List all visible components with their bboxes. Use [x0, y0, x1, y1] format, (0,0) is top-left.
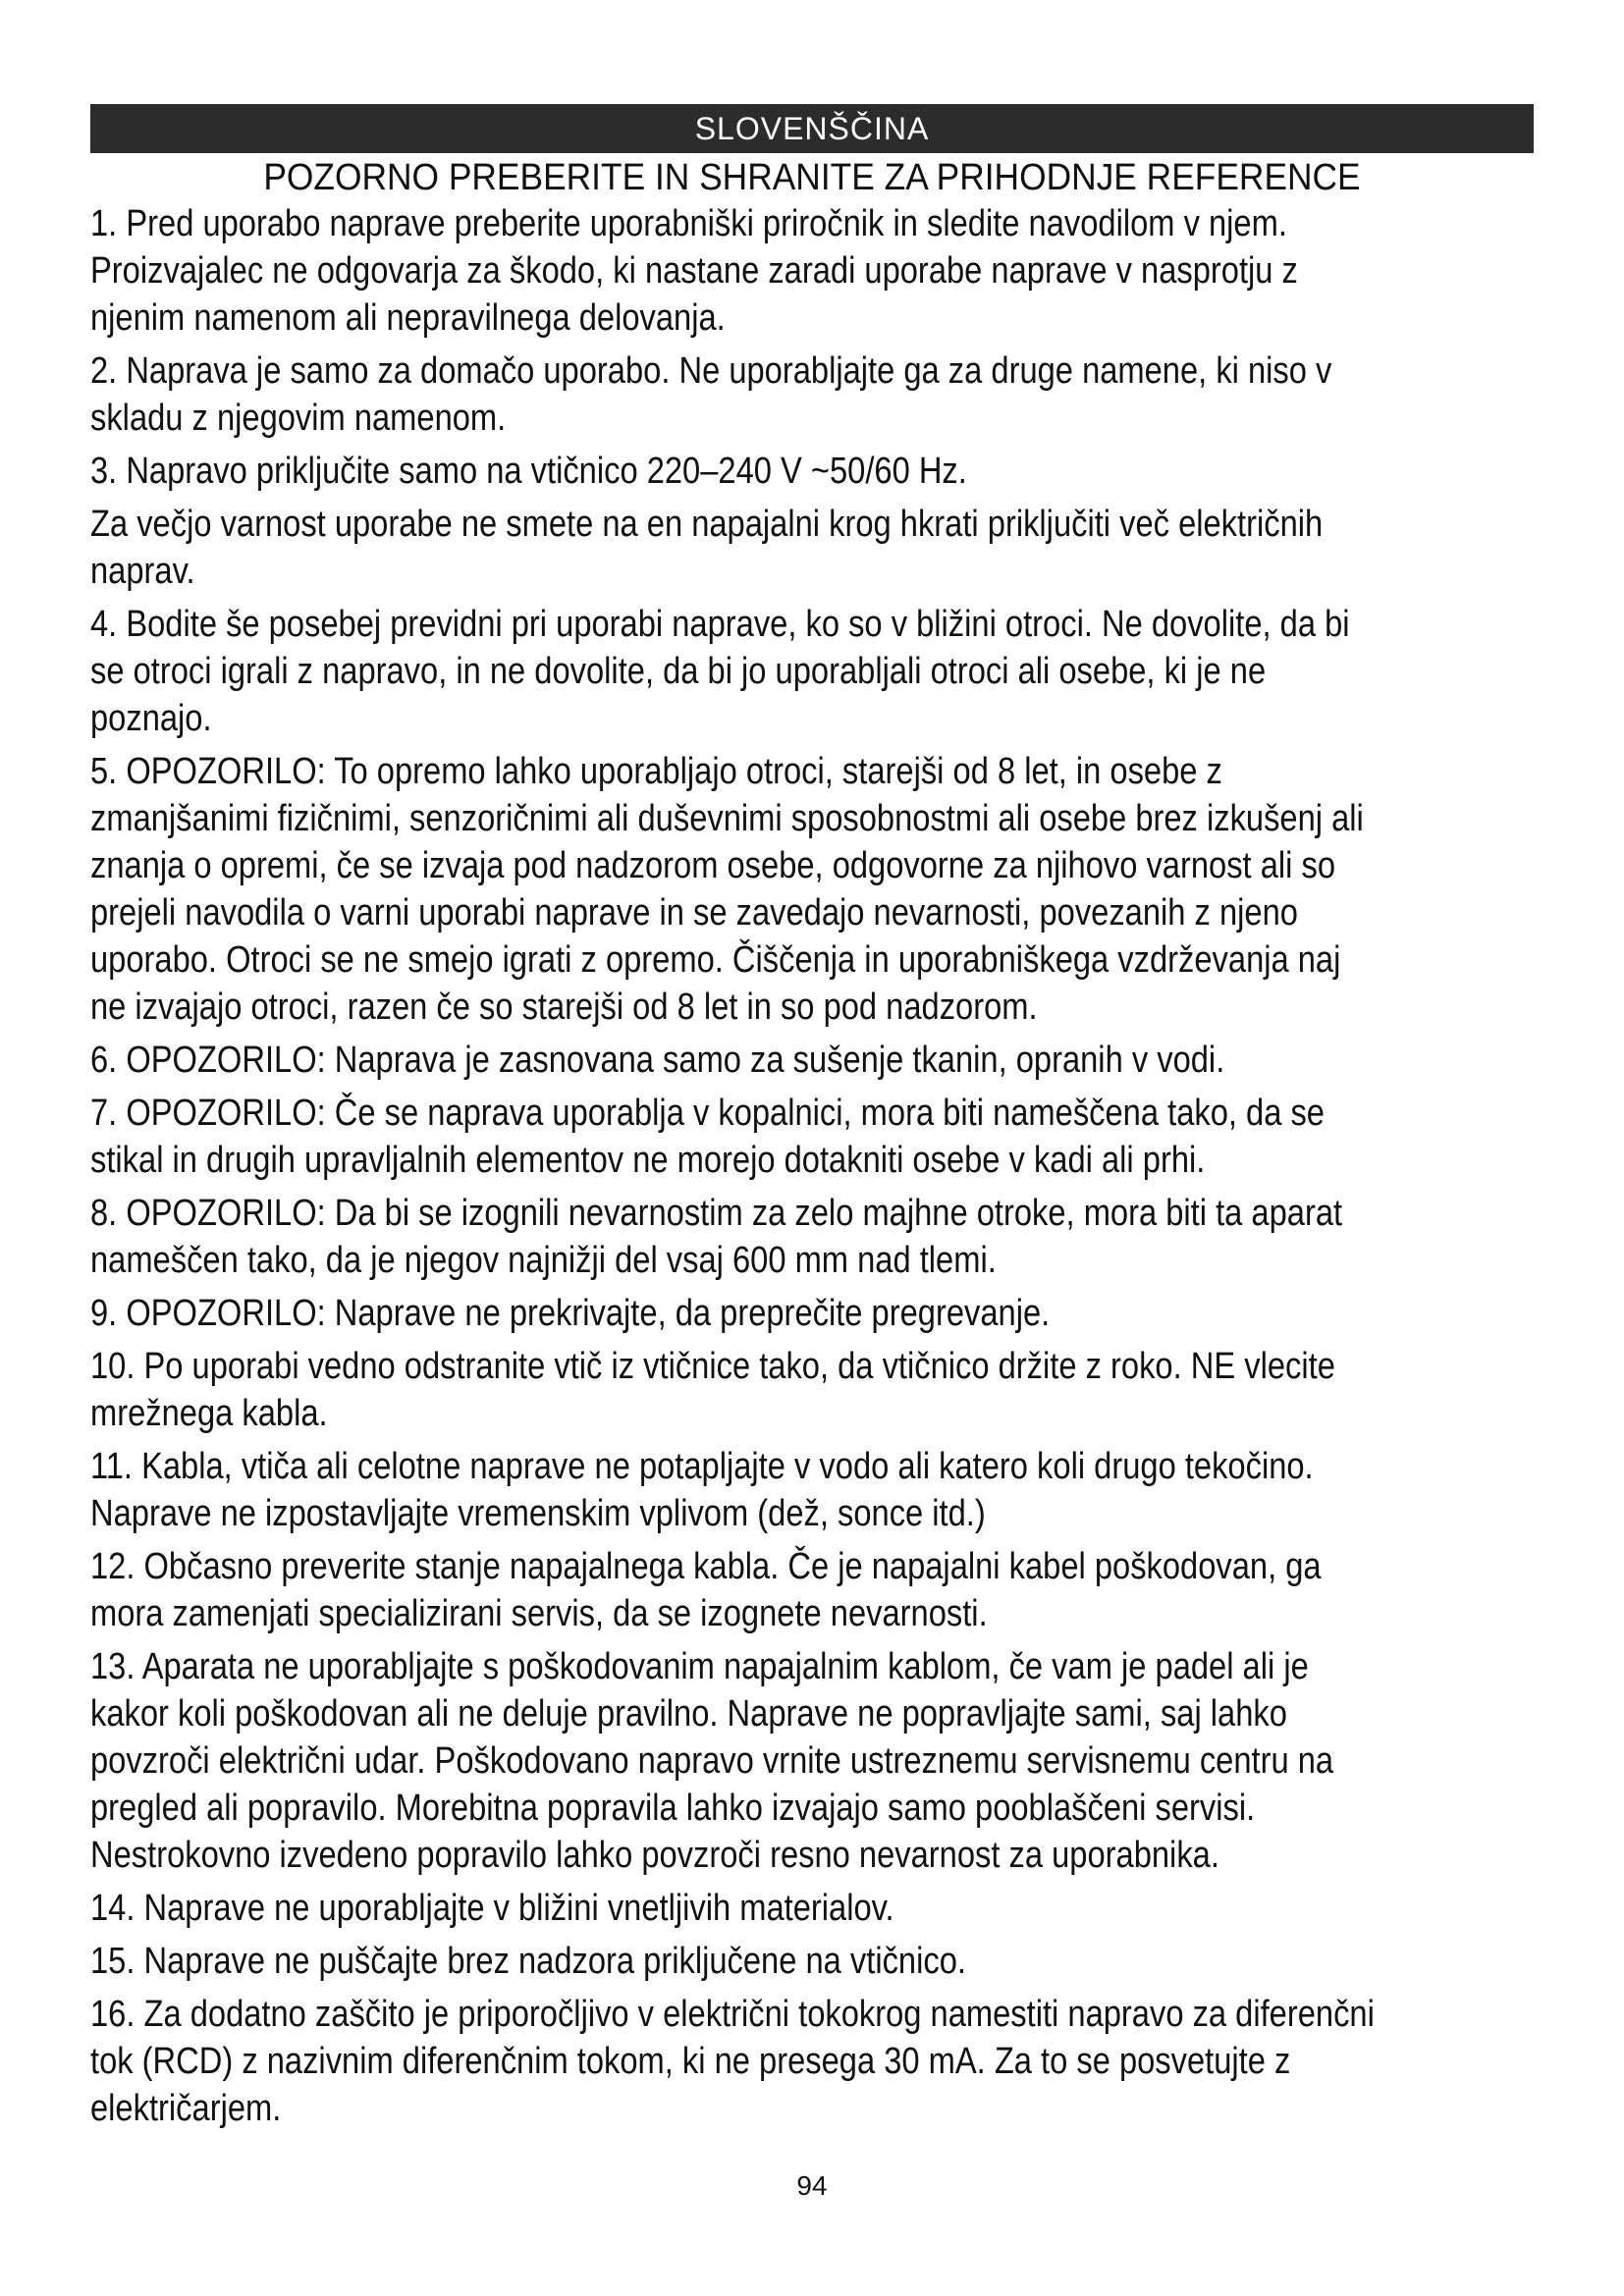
instruction-10	[90, 1343, 1530, 1437]
text-line: 14. Naprave ne uporabljajte v bližini vnetljivih materialov.	[90, 1888, 894, 1929]
instruction-3-note	[90, 501, 1530, 595]
instruction-1	[90, 200, 1530, 342]
manual-page	[90, 104, 1534, 2138]
language-label: SLOVENŠČINA	[694, 111, 930, 146]
text-line: 6. OPOZORILO: Naprava je zasnovana samo za sušenje tkanin, opranih v vodi.	[90, 1040, 1225, 1081]
text-line: ne izvajajo otroci, razen če so starejši od 8 let in so pod nadzorom.	[90, 987, 1038, 1028]
text-line: Naprave ne izpostavljajte vremenskim vplivom (dež, sonce itd.)	[90, 1493, 986, 1534]
text-line: električarjem.	[90, 2088, 282, 2129]
instruction-15	[90, 1938, 1530, 1985]
text-line: nameščen tako, da je njegov najnižji del vsaj 600 mm nad tlemi.	[90, 1240, 997, 1281]
text-line: 10. Po uporabi vedno odstranite vtič iz vtičnice tako, da vtičnico držite z roko. NE vlecite	[90, 1346, 1335, 1387]
text-line: 2. Naprava je samo za domačo uporabo. Ne uporabljajte ga za druge namene, ki niso v	[90, 350, 1332, 392]
text-line: Nestrokovno izvedeno popravilo lahko povzroči resno nevarnost za uporabnika.	[90, 1835, 1219, 1876]
text-line: kakor koli poškodovan ali ne deluje pravilno. Naprave ne popravljajte sami, saj lahko	[90, 1693, 1287, 1735]
instruction-3	[90, 448, 1530, 495]
page-number: 94	[796, 2170, 828, 2201]
instruction-4	[90, 601, 1530, 742]
text-line: njenim namenom ali nepravilnega delovanja.	[90, 297, 726, 339]
text-line: 9. OPOZORILO: Naprave ne prekrivajte, da preprečite pregrevanje.	[90, 1293, 1051, 1334]
text-line: prejeli navodila o varni uporabi naprave in se zavedajo nevarnosti, povezanih z njeno	[90, 892, 1298, 934]
text-line: 15. Naprave ne puščajte brez nadzora priključene na vtičnico.	[90, 1941, 966, 1982]
text-line: zmanjšanimi fizičnimi, senzoričnimi ali duševnimi sposobnostmi ali osebe brez izkušenj ali	[90, 798, 1364, 839]
text-line: 7. OPOZORILO: Če se naprava uporablja v kopalnici, mora biti nameščena tako, da se	[90, 1093, 1325, 1134]
text-line: 16. Za dodatno zaščito je priporočljivo v električni tokokrog namestiti napravo za diferenčni	[90, 1994, 1375, 2035]
text-line: naprav.	[90, 551, 195, 592]
instruction-11	[90, 1443, 1530, 1537]
text-line: pregled ali popravilo. Morebitna popravila lahko izvajajo samo pooblaščeni servisi.	[90, 1788, 1256, 1829]
instruction-9	[90, 1290, 1530, 1337]
instruction-8	[90, 1190, 1530, 1284]
text-line: 3. Napravo priključite samo na vtičnico 220–240 V ~50/60 Hz.	[90, 451, 967, 492]
text-line: Proizvajalec ne odgovarja za škodo, ki nastane zaradi uporabe naprave v nasprotju z	[90, 250, 1298, 292]
text-line: 8. OPOZORILO: Da bi se izognili nevarnostim za zelo majhne otroke, mora biti ta aparat	[90, 1193, 1343, 1234]
instruction-5	[90, 748, 1530, 1031]
text-line: 11. Kabla, vtiča ali celotne naprave ne potapljajte v vodo ali katero koli drugo tekočino.	[90, 1446, 1314, 1487]
instruction-2	[90, 347, 1530, 442]
text-line: 5. OPOZORILO: To opremo lahko uporabljajo otroci, starejši od 8 let, in osebe z	[90, 751, 1222, 792]
instruction-6	[90, 1037, 1530, 1084]
text-line: znanja o opremi, če se izvaja pod nadzorom osebe, odgovorne za njihovo varnost ali so	[90, 845, 1336, 886]
text-line: tok (RCD) z nazivnim diferenčnim tokom, ki ne presega 30 mA. Za to se posvetujte z	[90, 2041, 1291, 2082]
instruction-16	[90, 1991, 1530, 2132]
instruction-7	[90, 1090, 1530, 1184]
text-line: 4. Bodite še posebej previdni pri uporabi naprave, ko so v bližini otroci. Ne dovolite, da bi	[90, 604, 1350, 645]
text-line: stikal in drugih upravljalnih elementov ne morejo dotakniti osebe v kadi ali prhi.	[90, 1140, 1206, 1181]
text-line: poznajo.	[90, 698, 212, 739]
text-line: povzroči električni udar. Poškodovano napravo vrnite ustreznemu servisnemu centru na	[90, 1740, 1334, 1782]
text-line: uporabo. Otroci se ne smejo igrati z opremo. Čiščenja in uporabniškega vzdrževanja naj	[90, 939, 1341, 981]
text-line: 1. Pred uporabo naprave preberite uporabniški priročnik in sledite navodilom v njem.	[90, 203, 1287, 244]
language-header-bar	[90, 104, 1534, 153]
text-line: se otroci igrali z napravo, in ne dovolite, da bi jo uporabljali otroci ali osebe, ki je ne	[90, 651, 1267, 692]
text-line: skladu z njegovim namenom.	[90, 398, 507, 439]
instruction-12	[90, 1543, 1530, 1637]
text-line: 13. Aparata ne uporabljajte s poškodovanim napajalnim kablom, če vam je padel ali je	[90, 1646, 1309, 1687]
document-title: POZORNO PREBERITE IN SHRANITE ZA PRIHODNJE REFERENCE	[263, 157, 1361, 198]
text-line: mrežnega kabla.	[90, 1393, 328, 1434]
instruction-14	[90, 1885, 1530, 1932]
text-line: Za večjo varnost uporabe ne smete na en napajalni krog hkrati priključiti več električnih	[90, 504, 1324, 545]
safety-instructions	[90, 200, 1534, 2132]
text-line: 12. Občasno preverite stanje napajalnega kabla. Če je napajalni kabel poškodovan, ga	[90, 1546, 1322, 1587]
instruction-13	[90, 1643, 1530, 1879]
text-line: mora zamenjati specializirani servis, da se izognete nevarnosti.	[90, 1593, 988, 1634]
